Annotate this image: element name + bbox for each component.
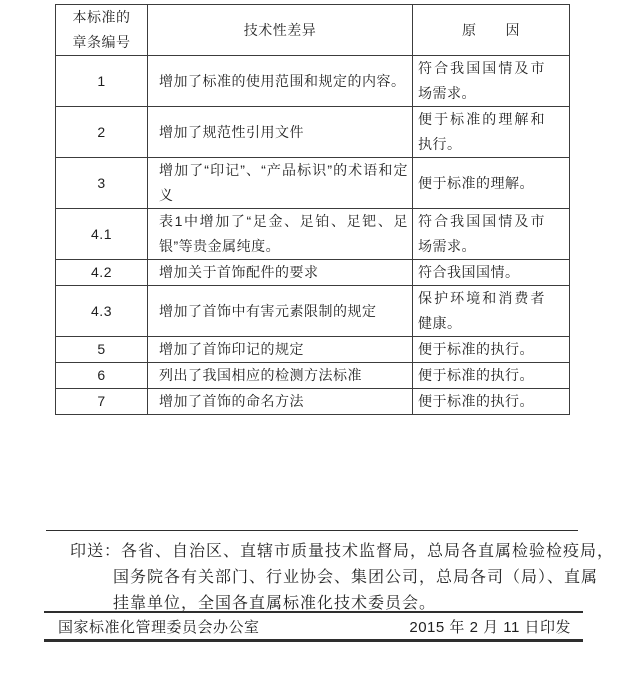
cell-difference: 增加了“印记”、“产品标识”的术语和定义	[148, 158, 413, 209]
cell-clause-number: 5	[56, 337, 148, 363]
table-row	[56, 363, 570, 389]
distribution-line: 印送：各省、自治区、直辖市质量技术监督局，总局各直属检验检疫局，	[70, 543, 615, 560]
cell-reason: 符合我国国情及市场需求。	[413, 56, 570, 107]
header-technical-difference: 技术性差异	[148, 5, 413, 56]
table-row	[56, 107, 570, 158]
cell-difference: 增加了首饰中有害元素限制的规定	[148, 286, 413, 337]
issuing-office: 国家标准化管理委员会办公室	[58, 618, 260, 636]
cell-clause-number: 1	[56, 56, 148, 107]
cell-reason: 便于标准的理解和执行。	[413, 107, 570, 158]
cell-difference: 增加了标准的使用范围和规定的内容。	[148, 56, 413, 107]
issue-date: 2015 年 2 月 11 日印发	[409, 618, 571, 636]
distribution-block	[46, 530, 615, 617]
table-row	[56, 389, 570, 415]
cell-difference: 表1中增加了“足金、足铂、足钯、足银”等贵金属纯度。	[148, 209, 413, 260]
issuance-footer	[44, 611, 583, 642]
comparison-table	[55, 4, 570, 415]
table-row	[56, 158, 570, 209]
cell-clause-number: 4.1	[56, 209, 148, 260]
cell-difference: 增加关于首饰配件的要求	[148, 260, 413, 286]
distribution-line: 国务院各有关部门、行业协会、集团公司，总局各司（局）、直属	[113, 569, 599, 586]
cell-reason: 符合我国国情。	[413, 260, 570, 286]
cell-reason: 符合我国国情及市场需求。	[413, 209, 570, 260]
cell-difference: 列出了我国相应的检测方法标准	[148, 363, 413, 389]
cell-clause-number: 3	[56, 158, 148, 209]
table-row	[56, 260, 570, 286]
distribution-line: 挂靠单位，全国各直属标准化技术委员会。	[113, 595, 437, 612]
cell-reason: 便于标准的执行。	[413, 337, 570, 363]
cell-reason: 便于标准的执行。	[413, 389, 570, 415]
cell-clause-number: 2	[56, 107, 148, 158]
table-row	[56, 286, 570, 337]
cell-reason: 便于标准的执行。	[413, 363, 570, 389]
table-header-row	[56, 5, 570, 56]
cell-clause-number: 4.3	[56, 286, 148, 337]
table-row	[56, 337, 570, 363]
cell-difference: 增加了首饰印记的规定	[148, 337, 413, 363]
table-row	[56, 209, 570, 260]
cell-clause-number: 4.2	[56, 260, 148, 286]
cell-difference: 增加了首饰的命名方法	[148, 389, 413, 415]
header-clause-number: 本标准的章条编号	[56, 5, 148, 56]
cell-clause-number: 6	[56, 363, 148, 389]
header-reason: 原 因	[413, 5, 570, 56]
cell-difference: 增加了规范性引用文件	[148, 107, 413, 158]
cell-reason: 便于标准的理解。	[413, 158, 570, 209]
cell-clause-number: 7	[56, 389, 148, 415]
table-row	[56, 56, 570, 107]
cell-reason: 保护环境和消费者健康。	[413, 286, 570, 337]
